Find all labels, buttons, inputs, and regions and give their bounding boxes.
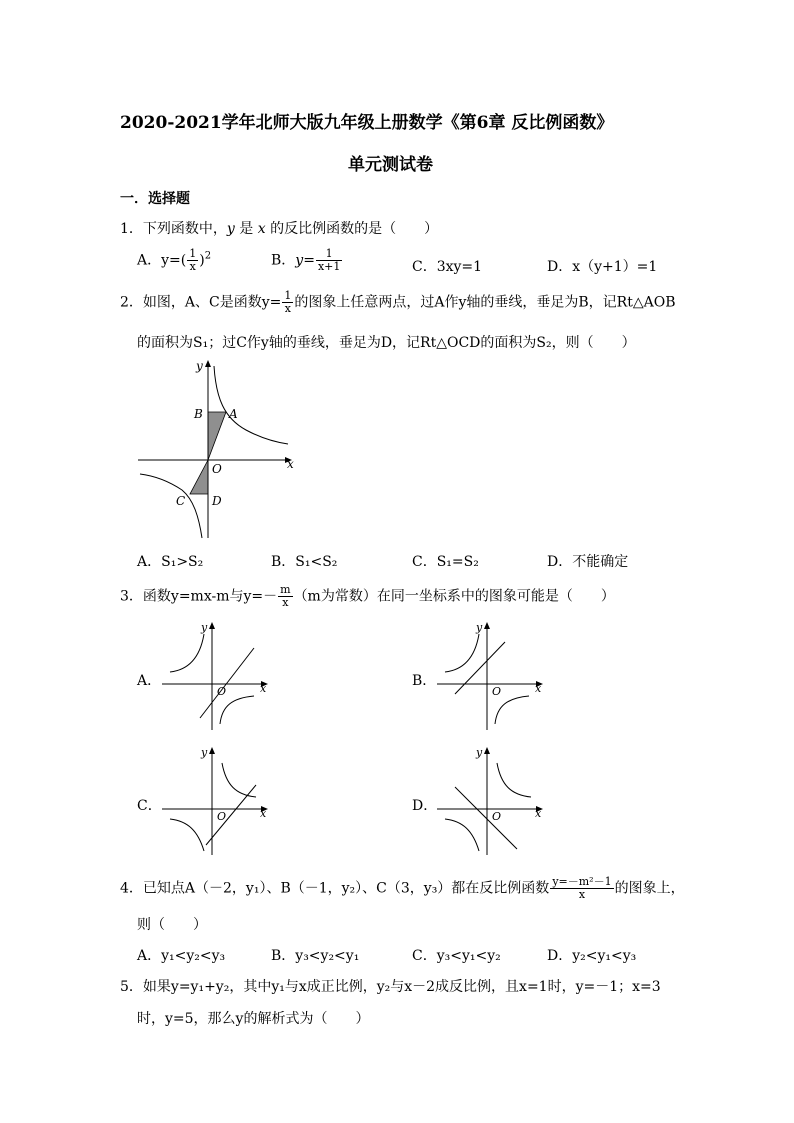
q2-option-a[interactable]: A．S₁>S₂ xyxy=(137,554,204,570)
q3a-y-arrow xyxy=(209,622,215,629)
q3d-line xyxy=(455,787,517,849)
q3-graph-b[interactable] xyxy=(435,620,547,732)
q3a-hyperbola-iv xyxy=(220,696,254,724)
q3-stem-a: 3．函数y=mx-m与y=－ xyxy=(120,588,278,605)
q3c-hyperbola-iii xyxy=(170,819,204,851)
q2-label-d: D xyxy=(212,494,222,508)
q2-hyperbola-upper xyxy=(214,366,288,444)
q2-label-y: y xyxy=(196,359,203,373)
q3d-hyperbola-i xyxy=(497,763,531,797)
page-title: 2020-2021学年北师大版九年级上册数学《第6章 反比例函数》 xyxy=(120,113,614,133)
q1-stem-mid1: 是 xyxy=(234,221,258,237)
q1-option-b-pre: y= xyxy=(295,252,315,269)
q3b-label-x: x xyxy=(535,682,542,695)
q4-stem-a: 4．已知点A（－2，y₁）、B（－1，y₂）、C（3，y₃）都在反比例函数 xyxy=(120,880,550,897)
q1-var-y: y xyxy=(226,221,235,237)
page-subtitle: 单元测试卷 xyxy=(348,155,433,175)
q3-graph-d[interactable] xyxy=(435,745,547,857)
q3a-label-x: x xyxy=(260,682,267,695)
q2-fraction: $\frac{1}{x}$ xyxy=(284,289,292,316)
q1-stem-mid2: 的反比例函数的是（ ） xyxy=(265,221,439,237)
q1-option-a[interactable] xyxy=(137,248,211,273)
q2-option-b[interactable]: B．S₁<S₂ xyxy=(271,554,338,570)
q2-figure xyxy=(136,358,296,540)
q2-hyperbola-lower xyxy=(140,474,202,538)
q3d-label-o: O xyxy=(492,810,502,823)
q3d-hyperbola-iii xyxy=(445,819,479,851)
q3d-label-x: x xyxy=(535,807,542,820)
q1-stem-prefix: 1．下列函数中， xyxy=(120,221,227,237)
q3-fraction: $\frac{m}{x}$ xyxy=(280,583,291,610)
q1-option-a-exp: 2 xyxy=(204,250,212,262)
q2-label-b: B xyxy=(194,407,203,421)
q4-option-d[interactable]: D．y₂<y₁<y₃ xyxy=(547,948,637,964)
q3c-label-x: x xyxy=(260,807,267,820)
q1-option-c[interactable]: C．3xy=1 xyxy=(412,259,483,275)
q3-stem-b: （m为常数）在同一坐标系中的图象可能是（ ） xyxy=(293,588,615,605)
q3-option-c-label[interactable]: C． xyxy=(137,798,162,814)
q2-option-d[interactable]: D．不能确定 xyxy=(547,554,629,570)
q2-label-c: C xyxy=(176,494,186,508)
q3-graph-a[interactable] xyxy=(160,620,272,732)
q3b-hyperbola-ii xyxy=(445,634,479,672)
q3-stem xyxy=(120,584,615,609)
q3-graph-c[interactable] xyxy=(160,745,272,857)
q1-option-b-fraction: $\frac{1}{x+1}$ xyxy=(317,247,341,274)
q3c-label-o: O xyxy=(217,810,227,823)
q3a-label-y: y xyxy=(201,621,208,634)
q3d-y-arrow xyxy=(484,747,490,754)
q1-option-a-pre: y=( xyxy=(161,252,187,269)
q5-stem-line1: 5．如果y=y₁+y₂，其中y₁与x成正比例，y₂与x－2成反比例，且x=1时，y=－1；x=3 xyxy=(120,979,661,995)
q3c-label-y: y xyxy=(201,746,208,759)
q4-option-c[interactable]: C．y₃<y₁<y₂ xyxy=(412,948,501,964)
q3-option-b-label[interactable]: B． xyxy=(412,673,437,689)
q1-stem xyxy=(120,218,438,238)
q3a-line xyxy=(200,648,254,718)
q3c-y-arrow xyxy=(209,747,215,754)
q2-label-x: x xyxy=(287,457,294,471)
q4-stem-line1 xyxy=(120,876,685,901)
q2-label-o: O xyxy=(212,462,222,476)
q3-option-a-label[interactable]: A． xyxy=(137,673,162,689)
q1-option-b-label: B． xyxy=(271,252,296,269)
q2-stem-a: 2．如图，A、C是函数y= xyxy=(120,294,282,311)
q5-stem-line2: 时，y=5，那么y的解析式为（ ） xyxy=(137,1011,370,1027)
q3b-label-y: y xyxy=(476,621,483,634)
q4-stem-line2: 则（ ） xyxy=(137,917,207,933)
q1-option-a-post: ) xyxy=(199,252,205,269)
q3c-line xyxy=(206,785,256,845)
q3a-hyperbola-ii xyxy=(170,634,204,672)
q3-option-d-label[interactable]: D． xyxy=(412,798,438,814)
q2-stem-b: 的图象上任意两点，过A作y轴的垂线，垂足为B，记Rt△AOB xyxy=(294,294,676,311)
q4-option-b[interactable]: B．y₃<y₂<y₁ xyxy=(271,948,360,964)
q1-option-d[interactable]: D．x（y+1）=1 xyxy=(547,259,658,275)
q3d-label-y: y xyxy=(476,746,483,759)
q2-triangle-aob xyxy=(208,412,226,460)
q1-option-b[interactable] xyxy=(271,248,343,273)
section-heading: 一．选择题 xyxy=(120,191,190,207)
q2-label-a: A xyxy=(229,407,238,421)
q2-triangle-ocd xyxy=(190,460,208,494)
q1-option-a-fraction: $\frac{1}{x}$ xyxy=(189,247,197,274)
q1-option-a-label: A． xyxy=(137,252,162,269)
q3b-hyperbola-iv xyxy=(495,696,529,724)
q4-fraction: $\frac{\text{y=－m²－1}}{x}$ xyxy=(552,875,612,902)
q2-stem-line2: 的面积为S₁；过C作y轴的垂线，垂足为D，记Rt△OCD的面积为S₂，则（ ） xyxy=(137,335,636,351)
q2-stem-line1 xyxy=(120,290,676,315)
q1-var-x: x xyxy=(257,221,266,237)
q4-stem-b: 的图象上， xyxy=(614,880,685,897)
q4-option-a[interactable]: A．y₁<y₂<y₃ xyxy=(137,948,226,964)
q3b-y-arrow xyxy=(484,622,490,629)
q2-option-c[interactable]: C．S₁=S₂ xyxy=(412,554,479,570)
q3a-label-o: O xyxy=(217,685,227,698)
q3b-label-o: O xyxy=(492,685,502,698)
q2-y-arrow xyxy=(205,360,211,367)
